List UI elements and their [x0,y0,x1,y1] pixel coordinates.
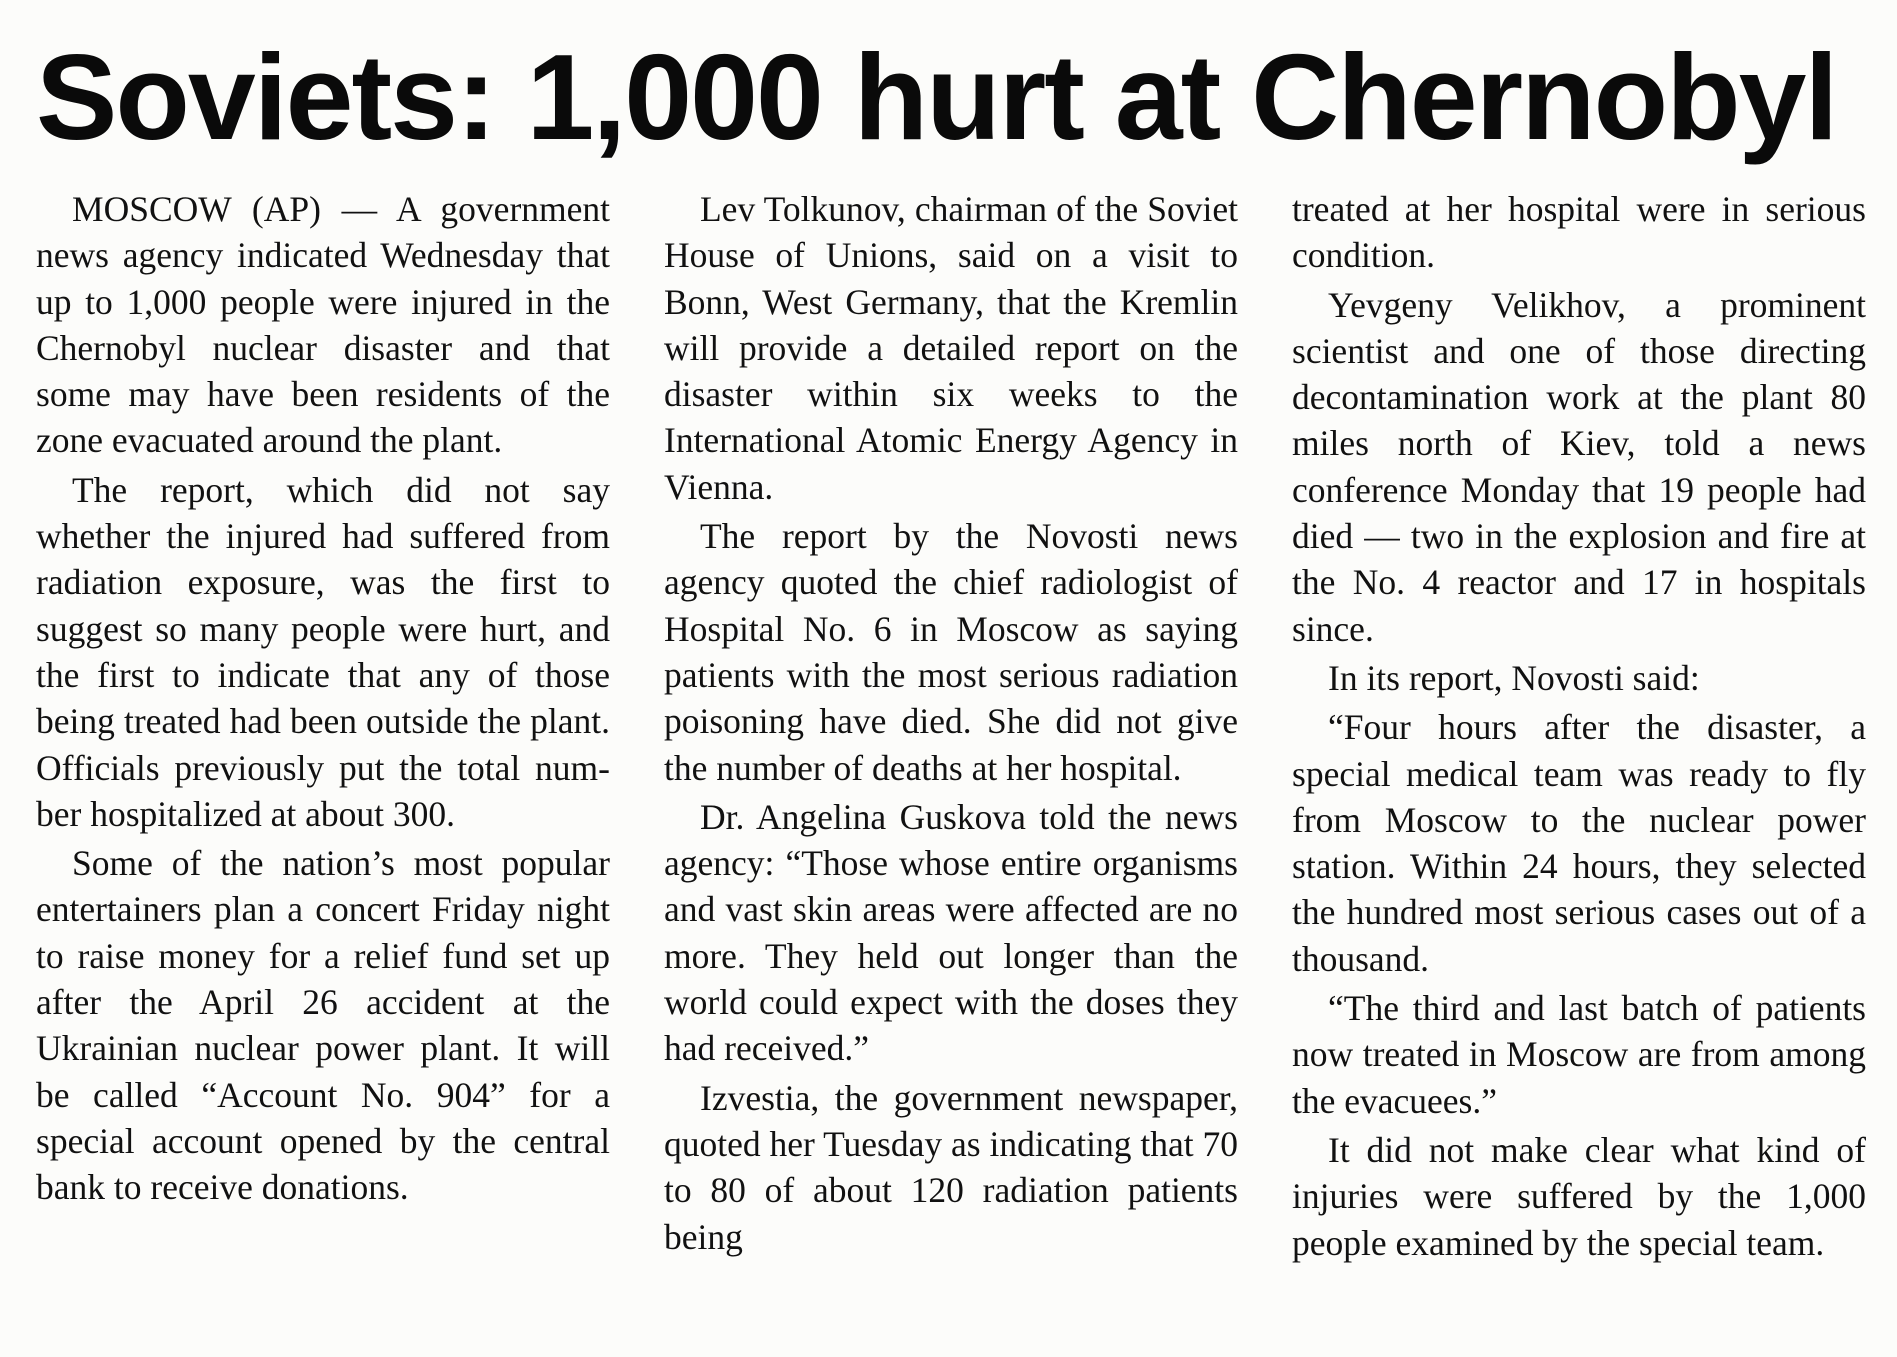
column-3 [1292,186,1866,1266]
paragraph: It did not make clear what kind of injuries were suffered by the 1,000 people examined by the special team. [1292,1129,1866,1263]
paragraph: Some of the nation’s most popular entertainers plan a concert Friday night to raise money for a relief fund set up after the April 26 accident at the Ukrainian nuclear power plant. It will be called “Account No. 904” for a special account opened by the central bank to receive donations. [36,843,610,1208]
column-1 [36,186,610,1266]
paragraph: The report by the Novosti news agency quoted the chief radiologist of Hospital No. 6 in Moscow as saying patients with the most serious radiation poisoning have died. She did not give the number of deaths at her hospital. [664,516,1238,788]
paragraph: “Four hours after the disaster, a special medical team was ready to fly from Moscow to the nuclear power station. Within 24 hours, they selected the hundred most serious cases out of a thousand. [1292,707,1866,979]
headline: Soviets: 1,000 hurt at Chernobyl [36,29,1837,165]
paragraph: Izvestia, the government newspaper, quoted her Tuesday as indicating that 70 to 80 of about 120 radiation patients being [664,1077,1238,1257]
paragraph: MOSCOW (AP) — A government news agency indicated Wednesday that up to 1,000 people were injured in the Chernobyl nuclear disaster and that some may have been residents of the zone evacuated around the plant. [36,189,610,461]
column-2 [664,186,1238,1266]
article-body [36,186,1867,1266]
paragraph: “The third and last batch of patients now treated in Moscow are from among the evacuees.” [1292,988,1866,1121]
paragraph: Lev Tolkunov, chairman of the Soviet House of Unions, said on a visit to Bonn, West Germany, that the Kremlin will provide a detailed report on the disaster within six weeks to the International Atomic Energy Agency in Vienna. [664,189,1238,507]
paragraph: The report, which did not say whether the injured had suffered from radiation exposure, was the first to suggest so many people were hurt, and the first to indicate that any of those being treated had been outside the plant. Officials previously put the total number hospitalized at about 300. [36,469,610,834]
paragraph: In its report, Novosti said: [1328,657,1700,698]
paragraph: Yevgeny Velikhov, a prominent scientist and one of those directing decontamination work at the plant 80 miles north of Kiev, told a news conference Monday that 19 people had died — two in the explosion and fire at the No. 4 reactor and 17 in hospitals since. [1292,284,1866,649]
paragraph: Dr. Angelina Guskova told the news agency: “Those whose entire organisms and vast skin areas were affected are no more. They held out longer than the world could expect with the doses they had received.” [664,796,1238,1069]
paragraph-continued: treated at her hospital were in serious condition. [1292,189,1866,276]
